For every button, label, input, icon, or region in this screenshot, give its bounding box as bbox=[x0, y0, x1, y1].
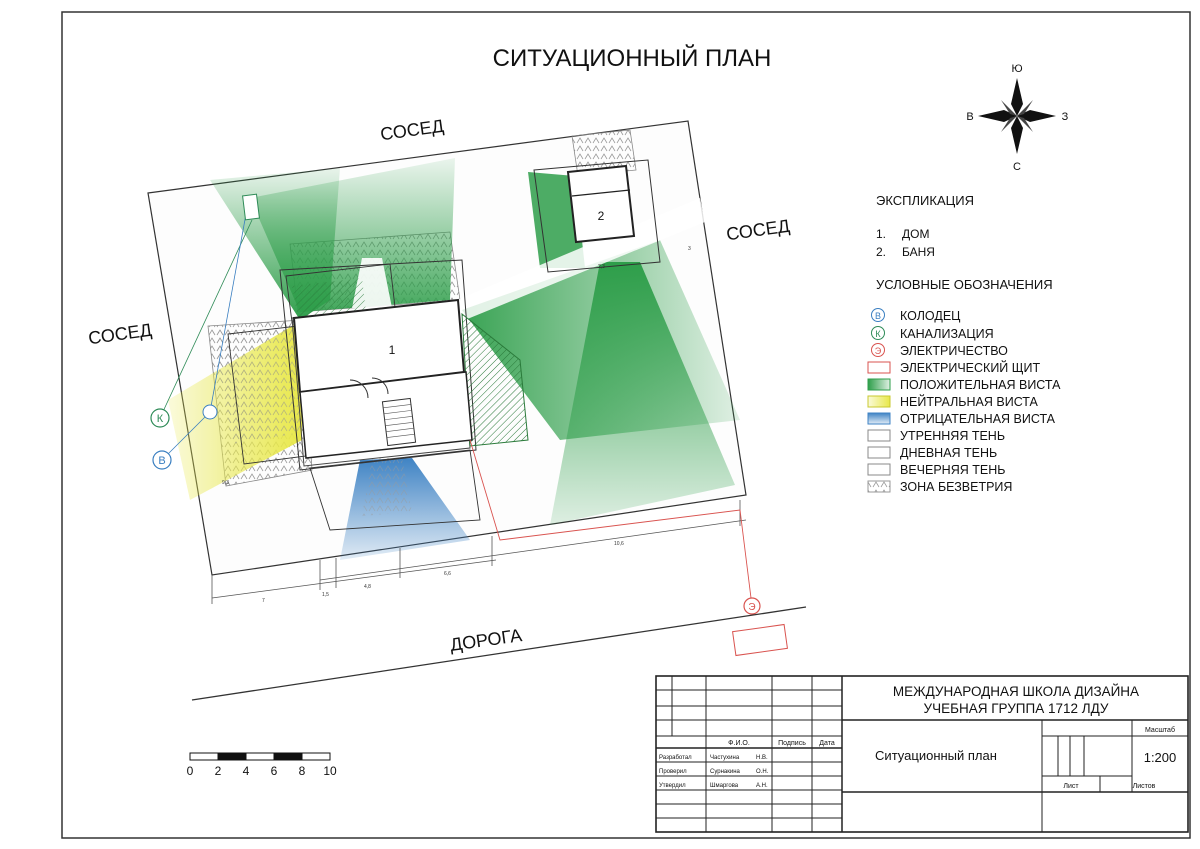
org-line-2: УЧЕБНАЯ ГРУППА 1712 ЛДУ bbox=[923, 701, 1109, 716]
explication-num: 1. bbox=[876, 227, 887, 241]
legend-label: НЕЙТРАЛЬНАЯ ВИСТА bbox=[900, 395, 1038, 409]
dim-bottom-1: 7 bbox=[262, 598, 265, 604]
legend-label: ВЕЧЕРНЯЯ ТЕНЬ bbox=[900, 463, 1006, 477]
sewer-tank bbox=[243, 194, 260, 220]
compass-star-icon bbox=[1011, 116, 1023, 154]
electric-panel-swatch bbox=[868, 362, 890, 373]
dim-bath-1: 2,3 bbox=[598, 264, 605, 270]
sheets-label: Листов bbox=[1132, 783, 1156, 790]
col-sign: Подпись bbox=[778, 740, 806, 747]
drawing-name: Ситуационный план bbox=[875, 748, 997, 763]
row-name: Шмаргова bbox=[710, 783, 739, 789]
sheet-label: Лист bbox=[1063, 783, 1079, 790]
legend-label: ОТРИЦАТЕЛЬНАЯ ВИСТА bbox=[900, 412, 1056, 426]
dim-bath-2: 3 bbox=[688, 246, 691, 252]
legend-label: ЭЛЕКТРИЧЕСКИЙ ЩИТ bbox=[900, 361, 1041, 375]
road-line bbox=[192, 607, 806, 700]
site-plan bbox=[148, 121, 806, 700]
scale-tick: 0 bbox=[186, 764, 194, 778]
positive-view-swatch bbox=[868, 379, 890, 390]
electric-panel bbox=[733, 624, 788, 655]
scale-bar-segment bbox=[190, 753, 218, 760]
dim-bottom-5: 10,6 bbox=[614, 541, 624, 547]
legend-label: ДНЕВНАЯ ТЕНЬ bbox=[900, 446, 998, 460]
row-role: Утвердил bbox=[659, 783, 686, 789]
scale-label: Масштаб bbox=[1145, 727, 1175, 734]
sewer-legend-glyph: К bbox=[875, 329, 881, 339]
explication-num: 2. bbox=[876, 245, 887, 259]
legend-label: ЭЛЕКТРИЧЕСТВО bbox=[900, 344, 1008, 358]
house-number: 1 bbox=[388, 343, 396, 357]
legend-label: ПОЛОЖИТЕЛЬНАЯ ВИСТА bbox=[900, 378, 1061, 392]
col-date: Дата bbox=[819, 740, 835, 747]
road-label: ДОРОГА bbox=[448, 625, 524, 655]
dim-left-1: 9,3 bbox=[222, 480, 229, 486]
scale-tick: 8 bbox=[298, 764, 306, 778]
sewer-symbol-glyph: К bbox=[156, 413, 164, 425]
legend-label: ЗОНА БЕЗВЕТРИЯ bbox=[900, 480, 1013, 494]
stairs bbox=[382, 398, 415, 445]
dim-bottom-2: 1,5 bbox=[322, 592, 329, 598]
dim-bottom-3: 4,8 bbox=[364, 584, 371, 590]
day-shade-swatch bbox=[868, 447, 890, 458]
bath-number: 2 bbox=[597, 209, 605, 223]
row-initials: А.Н. bbox=[756, 783, 768, 789]
scale-tick: 10 bbox=[323, 764, 337, 778]
well-legend-glyph: В bbox=[874, 311, 882, 321]
morning-shade-swatch bbox=[868, 430, 890, 441]
row-role: Проверил bbox=[659, 769, 687, 775]
neighbor-top-label: СОСЕД bbox=[379, 115, 445, 145]
scale-bar bbox=[187, 753, 337, 778]
well-symbol-glyph: В bbox=[158, 455, 166, 467]
explication-item: ДОМ bbox=[902, 227, 930, 241]
scale-bar-segment bbox=[246, 753, 274, 760]
bath-block bbox=[568, 166, 634, 242]
legend-label: КОЛОДЕЦ bbox=[900, 309, 961, 323]
compass-west: В bbox=[966, 111, 974, 123]
scale-tick: 2 bbox=[214, 764, 222, 778]
scale-value: 1:200 bbox=[1143, 750, 1177, 765]
compass-south: С bbox=[1013, 161, 1021, 173]
neighbor-right-label: СОСЕД bbox=[725, 215, 791, 245]
row-name: Частухина bbox=[710, 755, 740, 761]
calm-zone-swatch bbox=[868, 481, 890, 492]
well-circle bbox=[203, 405, 217, 419]
legend-label: УТРЕННЯЯ ТЕНЬ bbox=[900, 429, 1006, 443]
row-name: Сурнакина bbox=[710, 769, 740, 775]
legend bbox=[868, 277, 1061, 494]
neutral-view-swatch bbox=[868, 396, 890, 407]
explication-item: БАНЯ bbox=[902, 245, 935, 259]
scale-bar-segment bbox=[302, 753, 330, 760]
negative-view-swatch bbox=[868, 413, 890, 424]
compass-east: З bbox=[1061, 111, 1069, 123]
legend-label: КАНАЛИЗАЦИЯ bbox=[900, 327, 994, 341]
evening-shade-swatch bbox=[868, 464, 890, 475]
row-role: Разработал bbox=[659, 755, 692, 761]
org-line-1: МЕЖДУНАРОДНАЯ ШКОЛА ДИЗАЙНА bbox=[892, 684, 1140, 699]
legend-heading: УСЛОВНЫЕ ОБОЗНАЧЕНИЯ bbox=[876, 277, 1053, 292]
dim-bottom-4: 6,6 bbox=[444, 571, 451, 577]
scale-tick: 6 bbox=[270, 764, 278, 778]
electric-legend-glyph: Э bbox=[874, 346, 882, 356]
scale-tick: 4 bbox=[242, 764, 250, 778]
row-initials: О.Н. bbox=[756, 769, 769, 775]
col-fio: Ф.И.О. bbox=[728, 740, 750, 747]
compass-rose bbox=[966, 63, 1068, 173]
electric-symbol-glyph: Э bbox=[748, 602, 756, 613]
neighbor-left-label: СОСЕД bbox=[87, 319, 153, 349]
scale-bar-segment bbox=[218, 753, 246, 760]
explication bbox=[876, 193, 974, 259]
scale-bar-segment bbox=[274, 753, 302, 760]
compass-north: Ю bbox=[1011, 63, 1023, 75]
page-title: СИТУАЦИОННЫЙ ПЛАН bbox=[492, 45, 772, 72]
explication-heading: ЭКСПЛИКАЦИЯ bbox=[876, 193, 974, 208]
compass-star-icon bbox=[1011, 78, 1023, 116]
row-initials: Н.В. bbox=[756, 755, 768, 761]
